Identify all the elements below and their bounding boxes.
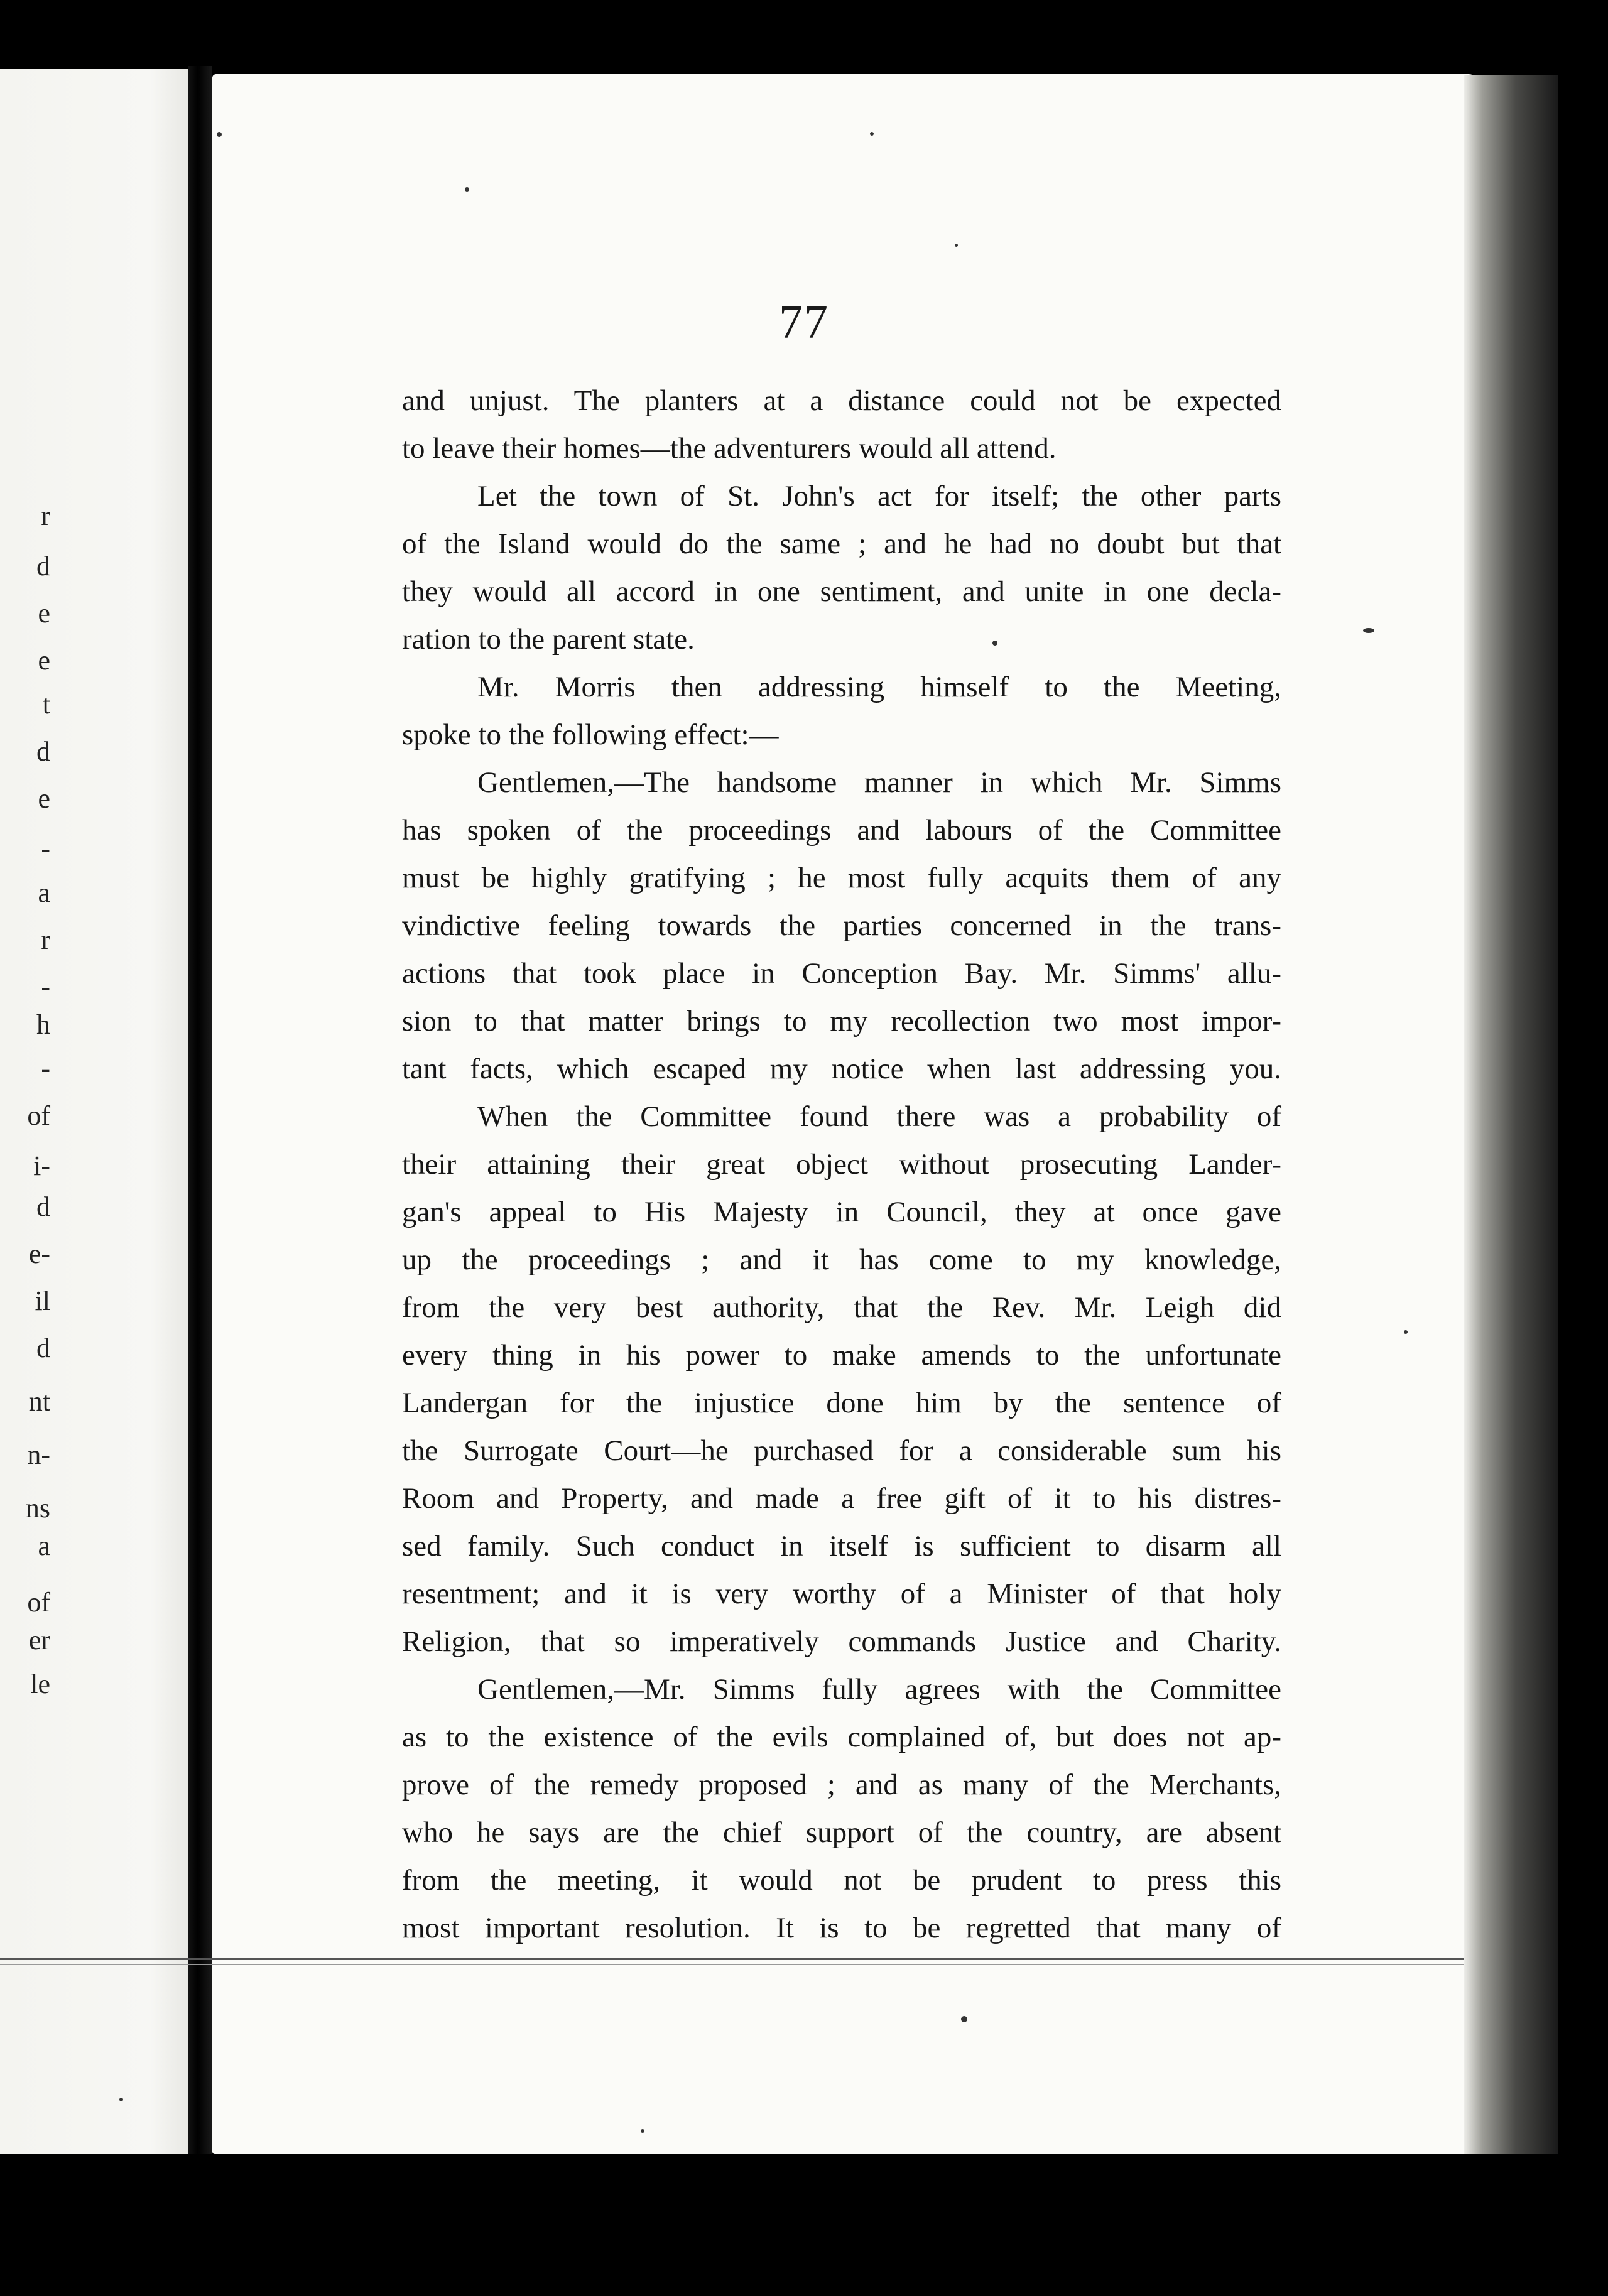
left-page-fragment: r: [41, 924, 50, 955]
text-line: prove of the remedy proposed ; and as many of the Merchants,: [402, 1768, 1281, 1801]
text-line: vindictive feeling towards the parties concerned in the trans-: [402, 909, 1281, 942]
left-page-fragment: e: [38, 598, 50, 629]
scan-speck: [961, 2016, 967, 2022]
text-line: ration to the parent state.: [402, 623, 695, 656]
text-line: sed family. Such conduct in itself is sufficient to disarm all: [402, 1530, 1281, 1562]
text-line: they would all accord in one sentiment, and unite in one decla-: [402, 575, 1281, 608]
left-page-fragment: e: [38, 783, 50, 814]
left-page-fragment: d: [36, 1333, 50, 1363]
scan-speck: [217, 132, 222, 137]
paragraph-start: Let the town of St. John's act for itself; the other parts: [477, 480, 1281, 512]
left-page-fragment: a: [38, 877, 50, 908]
scan-speck: [641, 2129, 644, 2133]
text-line: actions that took place in Conception Bay. Mr. Simms' allu-: [402, 957, 1281, 990]
text-line: as to the existence of the evils complained of, but does not ap-: [402, 1721, 1281, 1753]
text-line: who he says are the chief support of the country, are absent: [402, 1816, 1281, 1849]
left-page-fragment: -: [41, 1053, 50, 1084]
left-page-fragment: d: [36, 736, 50, 767]
left-page-fragment: d: [36, 1191, 50, 1222]
left-page-fragment: i-: [33, 1151, 50, 1181]
film-scratch-line: [0, 1964, 1464, 1965]
paragraph-start: Mr. Morris then addressing himself to the Meeting,: [477, 671, 1281, 703]
left-page-fragment: nt: [28, 1386, 50, 1417]
left-page-fragment: -: [41, 833, 50, 864]
scan-speck: [1404, 1330, 1408, 1334]
left-page-fragment: d: [36, 551, 50, 582]
left-page-fragment: of: [27, 1100, 50, 1131]
left-page-fragment: n-: [27, 1439, 50, 1470]
left-page-fragment: r: [41, 501, 50, 531]
left-page-fragment: of: [27, 1587, 50, 1618]
scan-speck: [465, 187, 469, 192]
text-line: up the proceedings ; and it has come to my knowledge,: [402, 1243, 1281, 1276]
text-line: gan's appeal to His Majesty in Council, they at once gave: [402, 1196, 1281, 1228]
scan-speck: [955, 244, 958, 247]
page-gutter: [188, 66, 212, 2157]
text-line: Religion, that so imperatively commands Justice and Charity.: [402, 1625, 1281, 1658]
film-frame-bottom: [0, 2154, 1608, 2296]
text-line: to leave their homes—the adventurers would all attend.: [402, 432, 1057, 465]
text-line: tant facts, which escaped my notice when last addressing you.: [402, 1053, 1281, 1085]
text-line: and unjust. The planters at a distance could not be expected: [402, 384, 1281, 417]
paragraph-start: Gentlemen,—The handsome manner in which Mr. Simms: [477, 766, 1281, 799]
text-line: sion to that matter brings to my recollection two most impor-: [402, 1005, 1281, 1037]
left-page-fragment: le: [30, 1669, 50, 1699]
scan-speck: [119, 2098, 123, 2101]
left-page-fragment: h: [36, 1009, 50, 1040]
left-page-fragment: er: [28, 1625, 50, 1655]
paragraph-start: When the Committee found there was a probability of: [477, 1100, 1281, 1133]
text-line: spoke to the following effect:—: [402, 718, 779, 751]
left-page-fragment: -: [41, 972, 50, 1002]
text-line: most important resolution. It is to be regretted that many of: [402, 1912, 1281, 1944]
text-line: from the very best authority, that the Rev. Mr. Leigh did: [402, 1291, 1281, 1324]
left-page-fragment: il: [35, 1286, 50, 1316]
left-page-fragment: a: [38, 1530, 50, 1561]
page-number: 77: [779, 296, 829, 349]
film-scratch-line: [0, 1958, 1464, 1960]
text-line: every thing in his power to make amends to the unfortunate: [402, 1339, 1281, 1372]
scan-speck: [870, 132, 874, 136]
right-page-edge-shadow: [1464, 75, 1558, 2154]
film-frame-top: [0, 0, 1608, 69]
left-page-fragment: e: [38, 645, 50, 676]
text-line: of the Island would do the same ; and he had no doubt but that: [402, 528, 1281, 560]
text-line: must be highly gratifying ; he most fully acquits them of any: [402, 862, 1281, 894]
text-line: resentment; and it is very worthy of a Minister of that holy: [402, 1578, 1281, 1610]
text-line: Landergan for the injustice done him by the sentence of: [402, 1387, 1281, 1419]
text-line: their attaining their great object without prosecuting Lander-: [402, 1148, 1281, 1181]
text-line: Room and Property, and made a free gift of it to his distres-: [402, 1482, 1281, 1515]
body-text: [402, 377, 1281, 1952]
left-page-fragment: ns: [25, 1493, 50, 1524]
paragraph-start: Gentlemen,—Mr. Simms fully agrees with the Committee: [477, 1673, 1281, 1706]
text-line: the Surrogate Court—he purchased for a considerable sum his: [402, 1434, 1281, 1467]
text-line: from the meeting, it would not be prudent to press this: [402, 1864, 1281, 1897]
scan-speck: [992, 641, 997, 646]
left-page-fragment: t: [42, 689, 50, 720]
text-line: has spoken of the proceedings and labours of the Committee: [402, 814, 1281, 847]
left-page-fragment: e-: [28, 1238, 50, 1269]
scan-speck: [1363, 628, 1374, 633]
